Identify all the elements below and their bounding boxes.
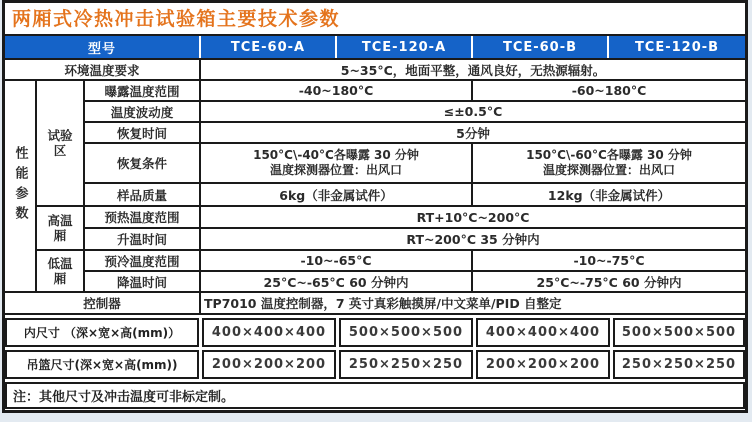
group-low-temp-chamber (37, 251, 83, 291)
dimension-section (5, 318, 745, 379)
heatup-time-label: 升温时间 (85, 229, 199, 249)
cooldown-time-value-b: 25°C~-75°C 60 分钟内 (473, 272, 745, 291)
recovery-condition-label: 恢复条件 (85, 144, 199, 182)
group-performance-params (5, 81, 35, 291)
spec-table-frame (2, 0, 748, 413)
heatup-time-value: RT~200°C 35 分钟内 (201, 229, 745, 249)
basket-dim-tce-60-b: 200×200×200 (476, 350, 610, 379)
preheat-range-label: 预热温度范围 (85, 207, 199, 227)
header-model-tce-60-a: TCE-60-A (201, 36, 335, 58)
fluctuation-value: ≤±0.5°C (201, 102, 745, 121)
recovery-condition-b-line1: 150°C\-60°C各曝露 30 分钟 (526, 148, 692, 162)
group-test-zone (37, 81, 83, 205)
sample-mass-value-b: 12kg（非金属试件） (473, 184, 745, 205)
precool-range-value-a: -10~-65°C (201, 251, 471, 270)
test-zone-label: 试验区 (47, 128, 73, 158)
controller-value: TP7010 温度控制器，7 英寸真彩触摸屏/中文菜单/PID 自整定 (201, 293, 745, 313)
recovery-condition-a-line1: 150°C\-40°C各曝露 30 分钟 (253, 148, 419, 162)
model-header-row (5, 36, 745, 60)
inner-dim-tce-60-b: 400×400×400 (476, 318, 610, 347)
inner-dim-tce-120-b: 500×500×500 (613, 318, 745, 347)
exposure-range-value-a: -40~180°C (201, 81, 471, 100)
precool-range-label: 预冷温度范围 (85, 251, 199, 270)
recovery-condition-value-b (473, 144, 745, 182)
basket-dim-tce-120-a: 250×250×250 (339, 350, 473, 379)
footnote: 注：其他尺寸及冲击温度可非标定制。 (5, 382, 745, 409)
sample-mass-value-a: 6kg（非金属试件） (201, 184, 471, 205)
recovery-time-label: 恢复时间 (85, 123, 199, 142)
cooldown-time-label: 降温时间 (85, 272, 199, 291)
recovery-condition-a-line2: 温度探测器位置：出风口 (269, 163, 402, 177)
header-model-tce-120-a: TCE-120-A (337, 36, 471, 58)
header-model-tce-60-b: TCE-60-B (473, 36, 607, 58)
basket-dimensions-row (5, 350, 745, 379)
inner-dimensions-row (5, 318, 745, 347)
recovery-condition-b-line2: 温度探测器位置：出风口 (542, 163, 675, 177)
inner-dimensions-label: 内尺寸 （深×宽×高(mm)） (5, 318, 199, 347)
env-requirement-value: 5~35°C，地面平整，通风良好，无热源辐射。 (201, 60, 745, 79)
performance-params-label: 性能参数 (12, 146, 28, 226)
header-model-label: 型号 (5, 36, 199, 58)
group-high-temp-chamber (37, 207, 83, 249)
exposure-range-label: 曝露温度范围 (85, 81, 199, 100)
basket-dim-tce-60-a: 200×200×200 (202, 350, 336, 379)
env-requirement-label: 环境温度要求 (5, 60, 199, 79)
precool-range-value-b: -10~-75°C (473, 251, 745, 270)
page-title: 两厢式冷热冲击试验箱主要技术参数 (5, 3, 745, 36)
recovery-condition-value-a (201, 144, 471, 182)
high-temp-chamber-label: 高温厢 (47, 213, 73, 243)
fluctuation-label: 温度波动度 (85, 102, 199, 121)
inner-dim-tce-60-a: 400×400×400 (202, 318, 336, 347)
header-model-tce-120-b: TCE-120-B (609, 36, 745, 58)
sample-mass-label: 样品质量 (85, 184, 199, 205)
recovery-time-value: 5分钟 (201, 123, 745, 142)
cooldown-time-value-a: 25°C~-65°C 60 分钟内 (201, 272, 471, 291)
inner-dim-tce-120-a: 500×500×500 (339, 318, 473, 347)
basket-dimensions-label: 吊篮尺寸(深×宽×高(mm)) (5, 350, 199, 379)
low-temp-chamber-label: 低温厢 (47, 256, 73, 286)
controller-label: 控制器 (5, 293, 199, 313)
spec-grid (5, 60, 745, 315)
basket-dim-tce-120-b: 250×250×250 (613, 350, 745, 379)
exposure-range-value-b: -60~180°C (473, 81, 745, 100)
preheat-range-value: RT+10°C~200°C (201, 207, 745, 227)
